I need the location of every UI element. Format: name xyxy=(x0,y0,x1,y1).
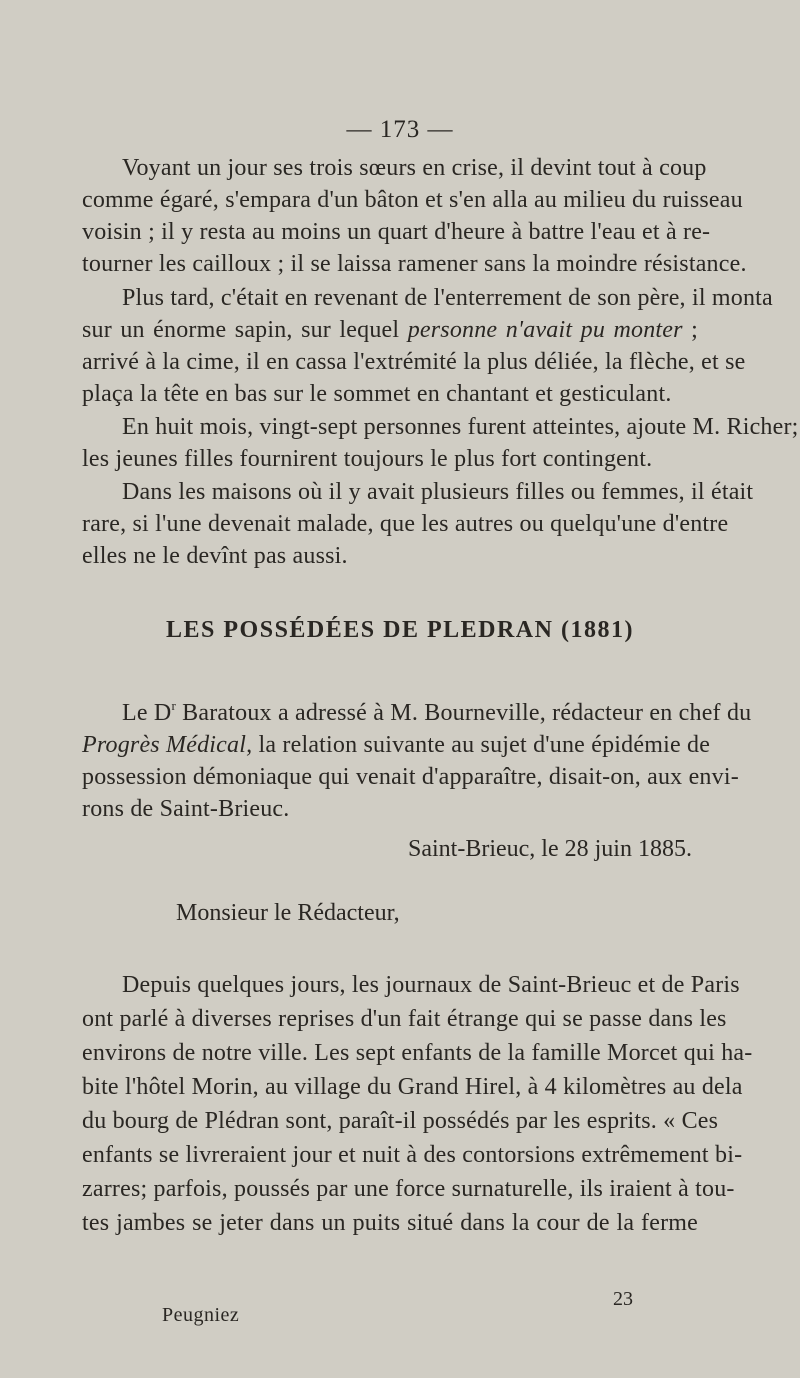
paragraph-2-line: plaça la tête en bas sur le sommet en chantant et gesticulant. xyxy=(82,381,672,407)
paragraph-2-line: Plus tard, c'était en revenant de l'enterrement de son père, il monta xyxy=(122,285,773,311)
intro-line xyxy=(122,697,752,729)
paragraph-4-line: elles ne le devînt pas aussi. xyxy=(82,543,348,569)
paragraph-1-line: tourner les cailloux ; il se laissa ramener sans la moindre résistance. xyxy=(82,251,747,277)
letter-line: zarres; parfois, poussés par une force surnaturelle, ils iraient à tou- xyxy=(82,1176,735,1202)
letter-line: tes jambes se jeter dans un puits situé dans la cour de la ferme xyxy=(82,1210,698,1236)
page-number: — 173 — xyxy=(346,116,454,143)
footer-author: Peugniez xyxy=(162,1304,240,1326)
letter-line: bite l'hôtel Morin, au village du Grand Hirel, à 4 kilomètres au dela xyxy=(82,1074,743,1100)
paragraph-4-line: Dans les maisons où il y avait plusieurs filles ou femmes, il était xyxy=(122,479,754,505)
letter-line: enfants se livreraient jour et nuit à des contorsions extrêmement bi- xyxy=(82,1142,743,1168)
text-span: sur un énorme sapin, sur lequel xyxy=(82,317,408,343)
text-span: Le D xyxy=(122,700,172,726)
paragraph-2-line: arrivé à la cime, il en cassa l'extrémité la plus déliée, la flèche, et se xyxy=(82,349,746,375)
paragraph-3-line: les jeunes filles fournirent toujours le plus fort contingent. xyxy=(82,446,653,472)
text-span: la relation suivante au sujet d'une épidémie de xyxy=(252,732,711,758)
letter-line: environs de notre ville. Les sept enfants de la famille Morcet qui ha- xyxy=(82,1040,753,1066)
text-span: ; xyxy=(682,317,698,343)
section-heading: LES POSSÉDÉES DE PLEDRAN (1881) xyxy=(166,617,634,643)
letter-salutation: Monsieur le Rédacteur, xyxy=(176,900,400,926)
letter-place-date: Saint-Brieuc, le 28 juin 1885. xyxy=(408,836,692,862)
intro-line: possession démoniaque qui venait d'apparaître, disait-on, aux envi- xyxy=(82,764,739,790)
letter-line: du bourg de Plédran sont, paraît-il possédés par les esprits. « Ces xyxy=(82,1108,719,1134)
text-span: Baratoux a adressé à M. Bourneville, rédacteur en chef du xyxy=(175,700,752,726)
paragraph-1-line: comme égaré, s'empara d'un bâton et s'en alla au milieu du ruisseau xyxy=(82,187,743,213)
paragraph-3-line: En huit mois, vingt-sept personnes furent atteintes, ajoute M. Richer; xyxy=(122,414,799,440)
paragraph-4-line: rare, si l'une devenait malade, que les autres ou quelqu'une d'entre xyxy=(82,511,729,537)
paragraph-1-line: Voyant un jour ses trois sœurs en crise, il devint tout à coup xyxy=(122,155,707,181)
italic-title: Progrès Médical, xyxy=(82,732,253,758)
intro-line: rons de Saint-Brieuc. xyxy=(82,796,290,822)
letter-line: Depuis quelques jours, les journaux de Saint-Brieuc et de Paris xyxy=(122,972,740,998)
paragraph-1-line: voisin ; il y resta au moins un quart d'heure à battre l'eau et à re- xyxy=(82,219,711,245)
superscript: r xyxy=(171,698,176,713)
italic-phrase: personne n'avait pu monter xyxy=(407,317,683,343)
letter-line: ont parlé à diverses reprises d'un fait étrange qui se passe dans les xyxy=(82,1006,727,1032)
signature-mark: 23 xyxy=(613,1288,633,1310)
intro-line xyxy=(82,729,711,761)
paragraph-2-line xyxy=(82,314,698,346)
